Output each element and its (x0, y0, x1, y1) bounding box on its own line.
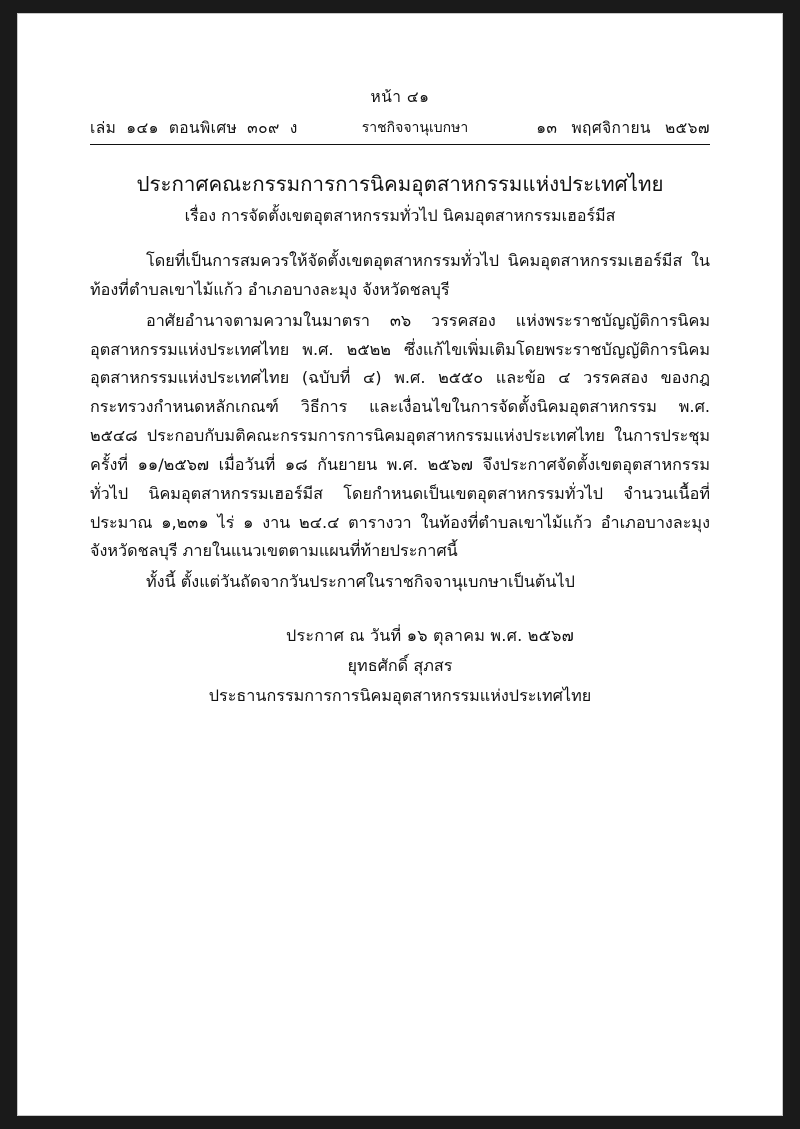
header-divider (90, 144, 710, 145)
signature-date: ประกาศ ณ วันที่ ๑๖ ตุลาคม พ.ศ. ๒๕๖๗ (286, 626, 574, 645)
section-number: ๓๐๙ (247, 119, 280, 137)
page-number-header: หน้า ๔๑ (370, 88, 430, 106)
paragraph: อาศัยอำนาจตามความในมาตรา ๓๖ วรรคสอง แห่งพระราชบัญญัติการนิคมอุตสาหกรรมแห่งประเทศไทย พ.ศ. ๒๕๒๒ ซึ่งแก้ไขเพิ่มเติมโดยพระราชบัญญัติการนิคมอุตสาหกรรมแห่งประเทศไทย (ฉบับที่ ๔) พ.ศ. ๒๕๕๐ และข้อ ๔ วรรคสอง ของกฎกระทรวงกำหนดหลักเกณฑ์ วิธีการ และเงื่อนไขในการจัดตั้งนิคมอุตสาหกรรม พ.ศ. ๒๕๔๘ ประกอบกับมติคณะกรรมการการนิคมอุตสาหกรรมแห่งประเทศไทย ในการประชุมครั้งที่ ๑๑/๒๕๖๗ เมื่อวันที่ ๑๘ กันยายน พ.ศ. ๒๕๖๗ จึงประกาศจัดตั้งเขตอุตสาหกรรมทั่วไป นิคมอุตสาหกรรมเฮอร์มีส โดยกำหนดเป็นเขตอุตสาหกรรมทั่วไป จำนวนเนื้อที่ประมาณ ๑,๒๓๑ ไร่ ๑ งาน ๒๔.๔ ตารางวา ในท้องที่ตำบลเขาไม้แก้ว อำเภอบางละมุง จังหวัดชลบุรี ภายในแนวเขตตามแผนที่ท้ายประกาศนี้ (90, 310, 710, 561)
gazette-header-row (90, 115, 710, 144)
volume-label: เล่ม (90, 119, 117, 137)
document-sheet (18, 14, 782, 1115)
paragraph: โดยที่เป็นการสมควรให้จัดตั้งเขตอุตสาหกรรมทั่วไป นิคมอุตสาหกรรมเฮอร์มีส ในท้องที่ตำบลเขาไม้แก้ว อำเภอบางละมุง จังหวัดชลบุรี (90, 251, 710, 299)
gazette-date (522, 115, 710, 140)
date-year: ๒๕๖๗ (664, 119, 710, 137)
date-month: พฤศจิกายน (571, 119, 651, 137)
document-page (18, 14, 782, 1115)
signatory-position: ประธานกรรมการการนิคมอุตสาหกรรมแห่งประเทศไทย (208, 685, 592, 705)
document-body (90, 247, 710, 597)
date-day: ๑๓ (536, 119, 558, 137)
signature-block (90, 621, 710, 711)
signatory-name: ยุทธศักดิ์ สุภสร (347, 655, 453, 675)
document-title: ประกาศคณะกรรมการการนิคมอุตสาหกรรมแห่งประเทศไทย (136, 172, 664, 196)
document-subtitle: เรื่อง การจัดตั้งเขตอุตสาหกรรมทั่วไป นิคมอุตสาหกรรมเฮอร์มีส (184, 205, 616, 225)
gazette-volume-info (90, 115, 308, 140)
gazette-name: ราชกิจจานุเบกษา (361, 120, 469, 136)
volume-number: ๑๔๑ (126, 119, 159, 137)
section-label: ตอนพิเศษ (168, 119, 238, 137)
section-suffix: ง (289, 119, 298, 137)
paragraph: ทั้งนี้ ตั้งแต่วันถัดจากวันประกาศในราชกิจจานุเบกษาเป็นต้นไป (146, 572, 575, 592)
